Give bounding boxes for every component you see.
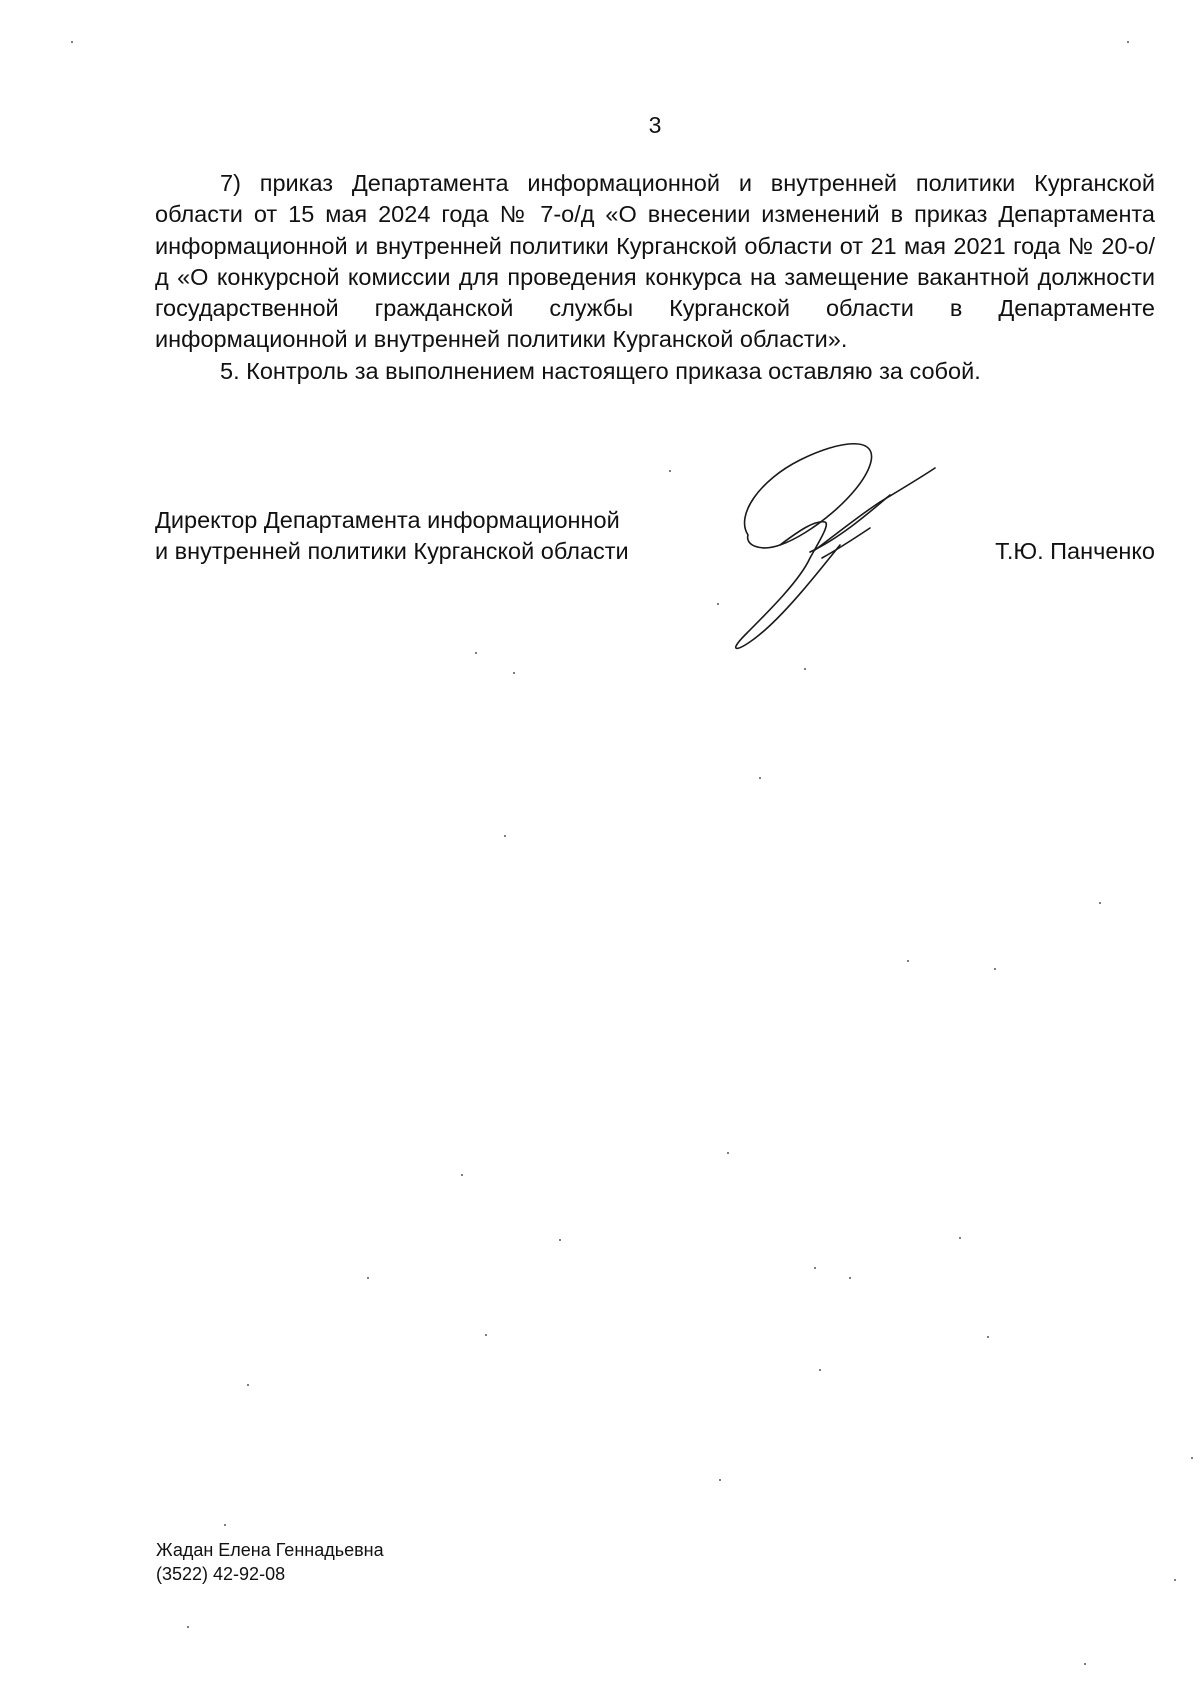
executor-phone: (3522) 42-92-08 xyxy=(156,1564,286,1584)
document-body xyxy=(155,168,1155,387)
page-number: 3 xyxy=(648,112,662,138)
signatory-position xyxy=(155,505,629,567)
signatory-name: Т.Ю. Панченко xyxy=(995,538,1155,564)
position-line-2: и внутренней политики Курганской области xyxy=(155,538,629,564)
position-line-1: Директор Департамента информационной xyxy=(155,507,620,533)
executor-info xyxy=(156,1538,384,1586)
paragraph-item-7: 7) приказ Департамента информационной и внутренней политики Курганской области от 15 мая 2024 года № 7-о/д «О внесении изменений в приказ Департамента информационной и внутренней политики Курганской области от 21 мая 2021 года № 20-о/д «О конкурсной комиссии для проведения конкурса на замещение вакантной должности государственной гражданской службы Курганской области в Департаменте информационной и внутренней политики Курганской области». xyxy=(155,170,1155,353)
executor-name: Жадан Елена Геннадьевна xyxy=(156,1540,384,1560)
handwritten-signature xyxy=(730,440,1010,680)
paragraph-item-5: 5. Контроль за выполнением настоящего приказа оставляю за собой. xyxy=(220,357,981,384)
